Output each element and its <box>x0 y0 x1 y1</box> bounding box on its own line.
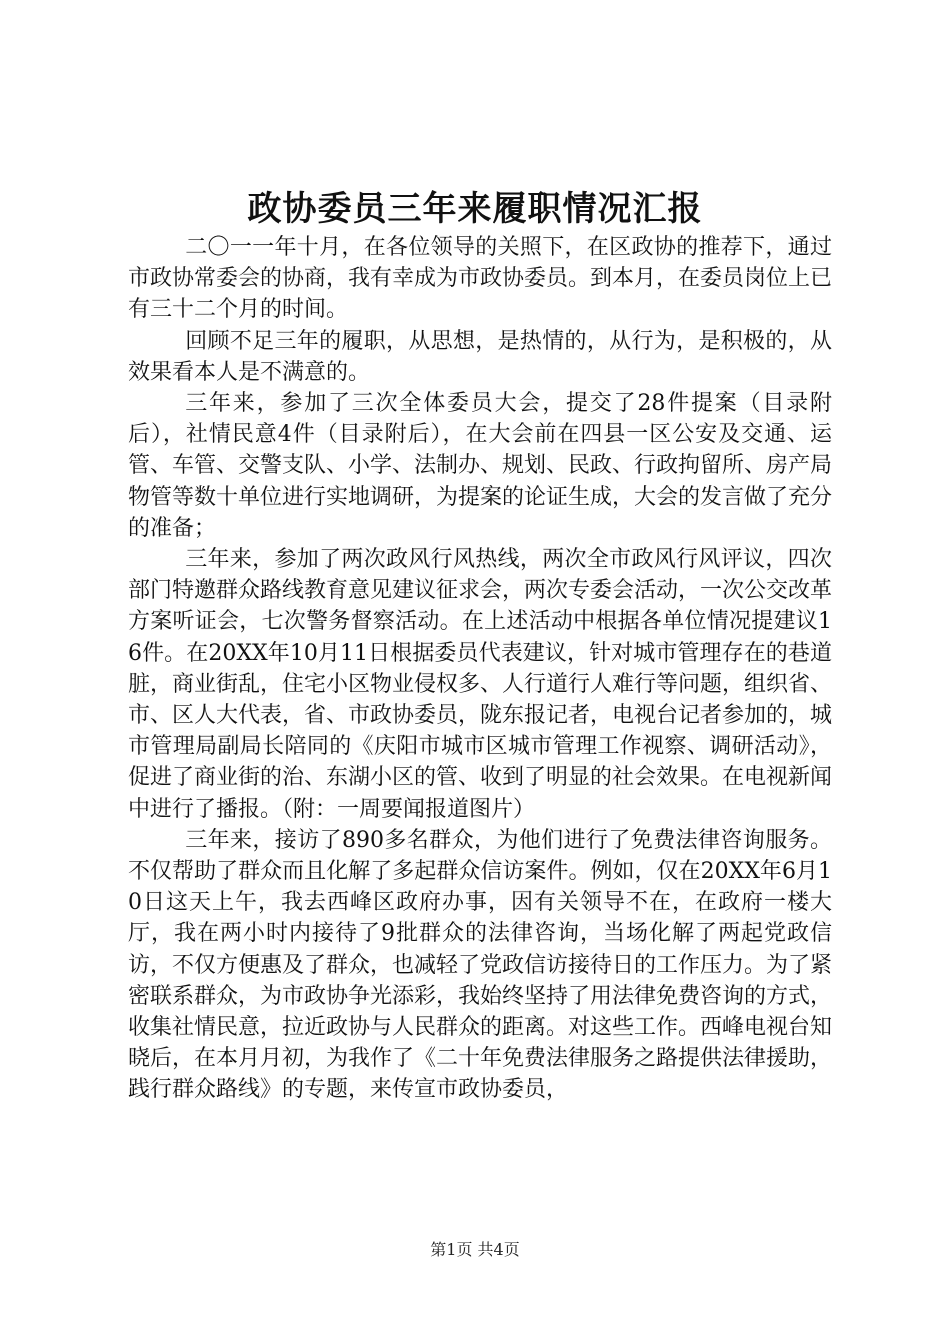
page-footer: 第1页 共4页 <box>430 1240 520 1259</box>
document-title: 政协委员三年来履职情况汇报 <box>247 189 703 229</box>
paragraph-5: 三年来，接访了890多名群众，为他们进行了免费法律咨询服务。不仅帮助了群众而且化解了多起群众信访案件。例如，仅在20XX年6月10日这天上午，我去西峰区政府办事，因有关领导不在，在政府一楼大厅，我在两小时内接待了9批群众的法律咨询，当场化解了两起党政信访，不仅方便惠及了群众，也减轻了党政信访接待日的工作压力。为了紧密联系群众，为市政协争光添彩，我始终坚持了用法律免费咨询的方式，收集社情民意，拉近政协与人民群众的距离。对这些工作。西峰电视台知晓后，在本月月初，为我作了《二十年免费法律服务之路提供法律援助，践行群众路线》的专题，来传宣市政协委员， <box>128 827 833 1103</box>
paragraph-1: 二〇一一年十月，在各位领导的关照下，在区政协的推荐下，通过市政协常委会的协商，我有幸成为市政协委员。到本月，在委员岗位上已有三十二个月的时间。 <box>128 235 833 323</box>
paragraph-2: 回顾不足三年的履职，从思想，是热情的，从行为，是积极的，从效果看本人是不满意的。 <box>128 328 832 385</box>
document-body <box>128 232 832 1106</box>
paragraph-3: 三年来，参加了三次全体委员大会，提交了28件提案（目录附后），社情民意4件（目录附后），在大会前在四县一区公安及交通、运管、车管、交警支队、小学、法制办、规划、民政、行政拘留所、房产局物管等数十单位进行实地调研，为提案的论证生成，大会的发言做了充分的准备； <box>128 391 833 541</box>
paragraph-4: 三年来，参加了两次政风行风热线，两次全市政风行风评议，四次部门特邀群众路线教育意见建议征求会，两次专委会活动，一次公交改革方案听证会，七次警务督察活动。在上述活动中根据各单位情况提建议16件。在20XX年10月11日根据委员代表建议，针对城市管理存在的巷道脏，商业街乱，住宅小区物业侵权多、人行道行人难行等问题，组织省、市、区人大代表，省、市政协委员，陇东报记者，电视台记者参加的，城市管理局副局长陪同的《庆阳市城市区城市管理工作视察、调研活动》，促进了商业街的治、东湖小区的管、收到了明显的社会效果。在电视新闻中进行了播报。（附：一周要闻报道图片） <box>128 547 833 822</box>
